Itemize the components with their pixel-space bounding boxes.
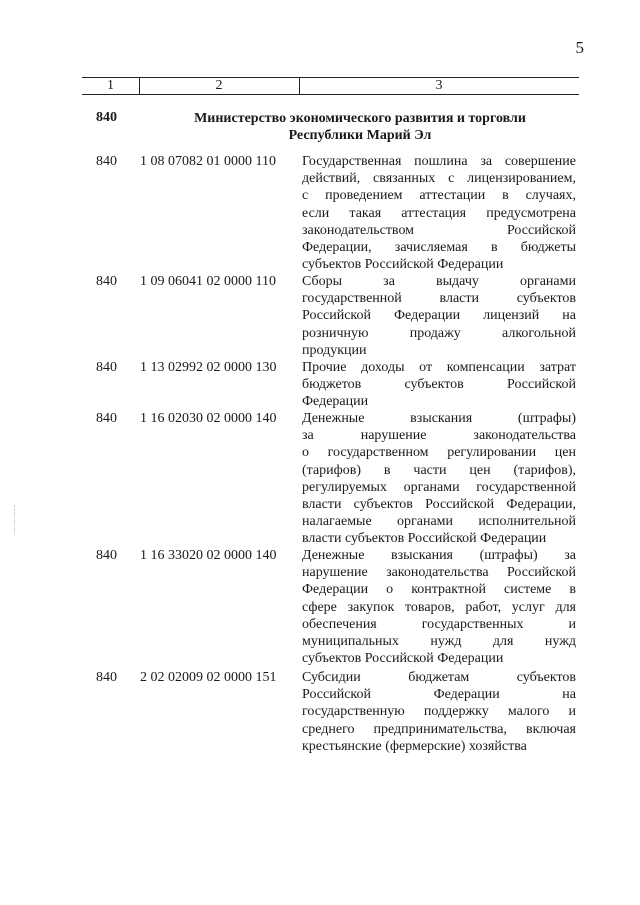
ministry-code: 840 xyxy=(96,110,117,125)
ministry-title-line-2: Республики Марий Эл xyxy=(288,128,432,143)
admin-code: 840 xyxy=(96,411,117,426)
revenue-description xyxy=(302,547,576,667)
description-line: Российской Федерации лицензий на xyxy=(302,308,576,324)
budget-classification-code: 1 16 33020 02 0000 140 xyxy=(140,548,277,563)
header-col-1: 1 xyxy=(107,78,114,93)
header-col-3: 3 xyxy=(435,78,443,93)
admin-code: 840 xyxy=(96,360,117,375)
description-line: субъектов Российской Федерации xyxy=(302,257,504,273)
description-line: государственную поддержку малого и xyxy=(302,704,576,720)
page-number: 5 xyxy=(575,38,584,57)
ministry-title xyxy=(160,110,560,144)
description-line: о государственном регулировании цен xyxy=(302,445,576,461)
description-line: розничную продажу алкогольной xyxy=(302,325,576,341)
table-header xyxy=(82,77,579,95)
revenue-description xyxy=(302,410,576,548)
description-line: власти субъектов Российской Федерации, xyxy=(302,497,576,513)
description-line: нарушение законодательства Российской xyxy=(302,565,576,581)
description-line: если такая аттестация предусмотрена xyxy=(302,205,576,221)
description-line: бюджетов субъектов Российской xyxy=(302,377,576,393)
ministry-title-line-1: Министерство экономического развития и торговли xyxy=(194,111,526,126)
revenue-description xyxy=(302,273,576,359)
description-line: субъектов Российской Федерации xyxy=(302,651,504,667)
description-line: действий, связанных с лицензированием, xyxy=(302,171,576,187)
description-line: Федерации о контрактной системе в xyxy=(302,582,576,598)
revenue-description xyxy=(302,359,576,411)
description-line: Государственная пошлина за совершение xyxy=(302,154,576,169)
description-line: обеспечения государственных и xyxy=(302,616,576,632)
budget-classification-code: 2 02 02009 02 0000 151 xyxy=(140,670,277,685)
budget-classification-code: 1 09 06041 02 0000 110 xyxy=(140,274,276,289)
description-line: Субсидии бюджетам субъектов xyxy=(302,670,576,685)
description-line: Сборы за выдачу органами xyxy=(302,274,576,289)
scan-edge-mark xyxy=(14,505,16,535)
revenue-description xyxy=(302,153,576,273)
description-line: среднего предпринимательства, включая xyxy=(302,721,576,737)
description-line: Денежные взыскания (штрафы) за xyxy=(302,548,576,563)
description-line: Денежные взыскания (штрафы) xyxy=(302,411,576,426)
description-line: сфере закупок товаров, работ, услуг для xyxy=(302,599,576,615)
description-line: крестьянские (фермерские) хозяйства xyxy=(302,738,527,754)
admin-code: 840 xyxy=(96,670,117,685)
budget-classification-code: 1 16 02030 02 0000 140 xyxy=(140,411,277,426)
description-line: (тарифов) в части цен (тарифов), xyxy=(302,462,576,478)
description-line: за нарушение законодательства xyxy=(302,428,576,444)
description-line: Федерации, зачисляемая в бюджеты xyxy=(302,240,576,256)
description-line: государственной власти субъектов xyxy=(302,291,576,307)
description-line: продукции xyxy=(302,342,367,358)
admin-code: 840 xyxy=(96,154,117,169)
description-line: муниципальных нужд для нужд xyxy=(302,634,576,650)
description-line: с проведением аттестации в случаях, xyxy=(302,188,576,204)
description-line: Федерации xyxy=(302,394,369,410)
description-line: Прочие доходы от компенсации затрат xyxy=(302,360,576,375)
description-line: законодательством Российской xyxy=(302,222,576,238)
header-divider-2 xyxy=(299,77,300,95)
header-divider-1 xyxy=(139,77,140,95)
revenue-description xyxy=(302,669,576,755)
header-col-2: 2 xyxy=(215,78,223,93)
budget-classification-code: 1 08 07082 01 0000 110 xyxy=(140,154,276,169)
admin-code: 840 xyxy=(96,274,117,289)
budget-classification-code: 1 13 02992 02 0000 130 xyxy=(140,360,277,375)
description-line: налагаемые органами исполнительной xyxy=(302,514,576,530)
description-line: власти субъектов Российской Федерации xyxy=(302,531,547,547)
description-line: регулируемых органами государственной xyxy=(302,479,576,495)
admin-code: 840 xyxy=(96,548,117,563)
description-line: Российской Федерации на xyxy=(302,687,576,703)
